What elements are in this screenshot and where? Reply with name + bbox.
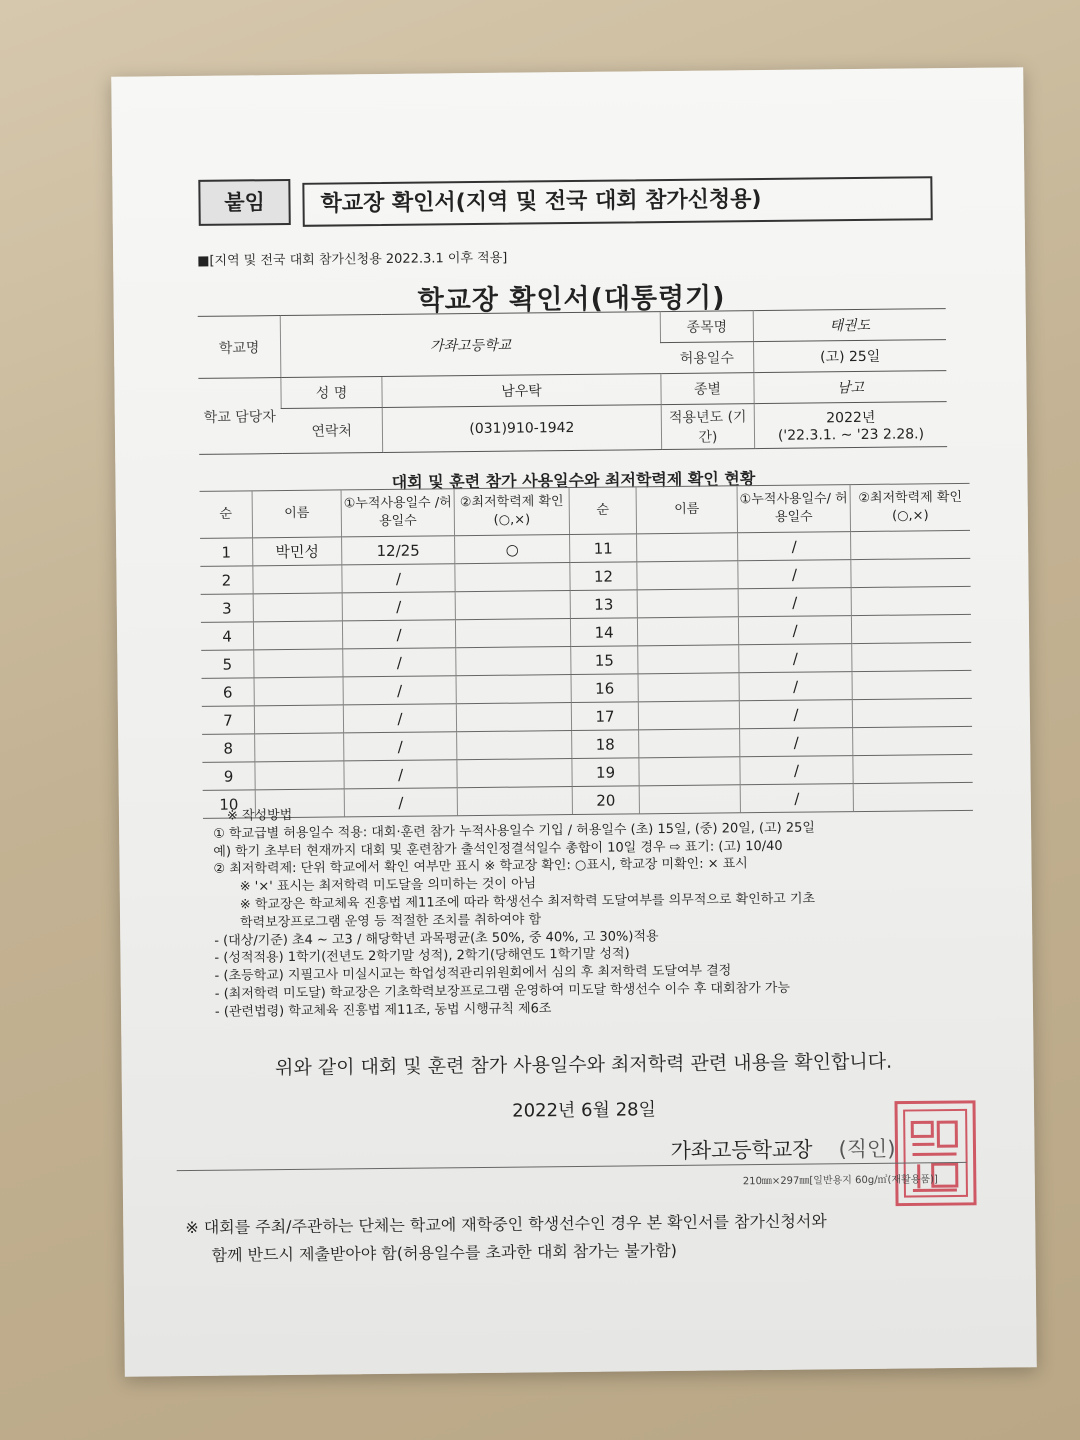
confirmation-statement: 위와 같이 대회 및 훈련 참가 사용일수와 최저학력 관련 내용을 확인합니다. bbox=[274, 1050, 893, 1080]
instruction-line: ※ '×' 표시는 최저학력 미도달을 의미하는 것이 아님 bbox=[239, 876, 537, 895]
cell bbox=[637, 561, 738, 590]
cell: / bbox=[344, 732, 457, 761]
cell: / bbox=[344, 760, 457, 789]
col-header: ①누적사용일수/ 허용일수 bbox=[737, 485, 850, 533]
cell: / bbox=[740, 756, 853, 785]
cell: / bbox=[343, 704, 456, 733]
cell bbox=[255, 733, 344, 762]
principal-name: 가좌고등학교장 bbox=[670, 1137, 813, 1164]
paper-spec: 210㎜×297㎜[일반용지 60g/㎡(재활용품)] bbox=[742, 1174, 938, 1188]
instruction-line: 학력보장프로그램 운영 등 적절한 조치를 취하여야 함 bbox=[240, 912, 542, 931]
contact-label: 학교 담당자 bbox=[198, 378, 281, 455]
instruction-line: - (초등학교) 지필고사 미실시교는 학업성적관리위원회에서 심의 후 최저학력 도달여부 결정 bbox=[214, 963, 732, 984]
cell bbox=[637, 589, 738, 618]
year-value: 2022년 bbox=[826, 409, 876, 427]
cell: / bbox=[738, 616, 851, 645]
cell bbox=[254, 649, 343, 678]
instructions bbox=[191, 800, 993, 1022]
cell: 4 bbox=[201, 622, 254, 651]
cell: 17 bbox=[571, 702, 638, 731]
cell bbox=[853, 726, 973, 755]
cell: 20 bbox=[572, 786, 639, 815]
attachment-tag: 붙임 bbox=[198, 179, 290, 226]
cell: 2 bbox=[200, 566, 253, 595]
name-label: 성 명 bbox=[281, 376, 382, 408]
col-header: ①누적사용일수 /허용일수 bbox=[341, 489, 454, 537]
cell bbox=[456, 675, 571, 704]
cell bbox=[637, 533, 738, 562]
footnote-line: ※ 대회를 주최/주관하는 단체는 학교에 재학중인 학생선수인 경우 본 확인서를 참가신청서와 bbox=[185, 1211, 827, 1238]
cell bbox=[851, 586, 971, 615]
cell bbox=[851, 614, 971, 643]
cell: 12 bbox=[570, 562, 637, 591]
cell: / bbox=[342, 564, 455, 593]
cell bbox=[853, 754, 973, 783]
cell: / bbox=[343, 676, 456, 705]
sport-label: 종목명 bbox=[660, 311, 753, 343]
cell: 12/25 bbox=[342, 536, 455, 565]
cell bbox=[852, 642, 972, 671]
cell: / bbox=[740, 784, 853, 813]
cell: 박민성 bbox=[253, 537, 342, 566]
cell bbox=[255, 761, 344, 790]
cell: / bbox=[342, 620, 455, 649]
cell: 8 bbox=[202, 734, 255, 763]
cell bbox=[638, 701, 739, 730]
instruction-line: - (최저학력 미도달) 학교장은 기초학력보장프로그램 운영하여 미도달 학생선수 이수 후 대회참가 가능 bbox=[214, 980, 791, 1002]
cell bbox=[457, 731, 572, 760]
cell: 15 bbox=[571, 646, 638, 675]
col-header: 순 bbox=[200, 491, 253, 539]
cell: / bbox=[344, 788, 457, 817]
document-title: 학교장 확인서(대통령기) bbox=[417, 282, 726, 317]
instruction-line: - (관련법령) 학교체육 진흥법 제11조, 동법 시행규칙 제6조 bbox=[214, 1001, 552, 1020]
col-header: ②최저학력제 확인(○,×) bbox=[454, 488, 569, 536]
cell: 13 bbox=[570, 590, 637, 619]
cell: / bbox=[342, 592, 455, 621]
footnote-line: 함께 반드시 제출받아야 함(허용일수를 초과한 대회 참가는 불가함) bbox=[211, 1240, 678, 1265]
instructions-heading: ※ 작성방법 bbox=[226, 807, 293, 824]
instruction-line: ※ 학교장은 학교체육 진흥법 제11조에 따라 학생선수 최저학력 도달여부를 의무적으로 확인하고 기초 bbox=[239, 891, 816, 913]
cell bbox=[851, 558, 971, 587]
cell bbox=[457, 759, 572, 788]
document-date: 2022년 6월 28일 bbox=[512, 1099, 657, 1122]
cell bbox=[456, 647, 571, 676]
cell: / bbox=[738, 588, 851, 617]
period-value: ('22.3.1. ~ '23 2.28.) bbox=[777, 426, 925, 444]
gender-label: 종별 bbox=[661, 373, 754, 405]
document-paper bbox=[111, 67, 1037, 1376]
instruction-line: - (대상/기준) 초4 ~ 고3 / 해당학년 과목평균(초 50%, 중 40%, 고 30%)적용 bbox=[214, 928, 659, 949]
gender-value: 남고 bbox=[754, 371, 947, 404]
cell: 9 bbox=[202, 762, 255, 791]
cell bbox=[851, 530, 971, 559]
cell: 6 bbox=[202, 678, 255, 707]
cell bbox=[253, 565, 342, 594]
cell bbox=[639, 729, 740, 758]
name-value: 남우탁 bbox=[382, 374, 661, 408]
submission-footnote bbox=[185, 1206, 976, 1270]
cell: ○ bbox=[455, 535, 570, 564]
phone-label: 연락처 bbox=[281, 407, 382, 453]
cell bbox=[638, 673, 739, 702]
instruction-line: - (성적적용) 1학기(전년도 2학기말 성적), 2학기(당해연도 1학기말 성적) bbox=[214, 946, 630, 967]
applicability-note: ■[지역 및 전국 대회 참가신청용 2022.3.1 이후 적용] bbox=[197, 250, 508, 269]
cell bbox=[852, 670, 972, 699]
cell: 18 bbox=[572, 730, 639, 759]
cell bbox=[254, 705, 343, 734]
cell: 3 bbox=[201, 594, 254, 623]
cell bbox=[638, 645, 739, 674]
instruction-line: 예) 학기 초부터 현재까지 대회 및 훈련참가 출석인정결석일수 총합이 10일 경우 ⇨ 표기: (고) 10/40 bbox=[213, 838, 783, 860]
cell: 11 bbox=[570, 534, 637, 563]
cell: 16 bbox=[571, 674, 638, 703]
cell: 1 bbox=[200, 538, 253, 567]
cell bbox=[456, 703, 571, 732]
sport-value: 태권도 bbox=[753, 309, 946, 342]
school-label: 학교명 bbox=[198, 316, 281, 379]
cell: 19 bbox=[572, 758, 639, 787]
cell bbox=[455, 619, 570, 648]
official-seal-icon bbox=[892, 1098, 979, 1209]
cell bbox=[852, 698, 972, 727]
col-header: 이름 bbox=[252, 490, 341, 538]
school-value: 가좌고등학교 bbox=[280, 312, 661, 378]
cell: / bbox=[738, 560, 851, 589]
principal-signature bbox=[670, 1133, 895, 1165]
year-cell bbox=[754, 402, 947, 449]
cell bbox=[253, 593, 342, 622]
col-header: ②최저학력제 확인(○,×) bbox=[850, 483, 970, 531]
days-value: (고) 25일 bbox=[753, 340, 946, 373]
cell: / bbox=[739, 644, 852, 673]
cell bbox=[455, 563, 570, 592]
cell bbox=[455, 591, 570, 620]
instruction-line: ② 최저학력제: 단위 학교에서 확인 여부만 표시 ※ 학교장 확인: ○표시, 학교장 미확인: × 표시 bbox=[213, 856, 748, 878]
cell: 10 bbox=[203, 790, 256, 819]
seal-placeholder: (직인) bbox=[838, 1136, 896, 1162]
cell bbox=[639, 757, 740, 786]
instruction-line: ① 학교급별 허용일수 적용: 대회·훈련 참가 누적사용일수 기입 / 허용일수 (초) 15일, (중) 20일, (고) 25일 bbox=[213, 820, 816, 842]
phone-value: (031)910-1942 bbox=[382, 405, 661, 453]
cell bbox=[637, 617, 738, 646]
cell: 14 bbox=[570, 618, 637, 647]
cell: 7 bbox=[202, 706, 255, 735]
header-title: 학교장 확인서(지역 및 전국 대회 참가신청용) bbox=[302, 176, 932, 227]
col-header: 이름 bbox=[636, 486, 737, 534]
col-header: 순 bbox=[569, 487, 636, 535]
cell: / bbox=[739, 672, 852, 701]
cell: / bbox=[738, 532, 851, 561]
days-label: 허용일수 bbox=[660, 342, 753, 374]
info-table bbox=[198, 308, 947, 455]
year-label: 적용년도 (기간) bbox=[661, 404, 754, 450]
cell: 5 bbox=[201, 650, 254, 679]
cell: / bbox=[740, 728, 853, 757]
cell: / bbox=[343, 648, 456, 677]
cell bbox=[253, 621, 342, 650]
cell: / bbox=[739, 700, 852, 729]
status-subtitle: 대회 및 훈련 참가 사용일수와 최저학력제 확인 현황 bbox=[391, 469, 756, 492]
cell bbox=[254, 677, 343, 706]
signature-divider bbox=[177, 1162, 967, 1171]
athlete-table bbox=[200, 483, 973, 819]
